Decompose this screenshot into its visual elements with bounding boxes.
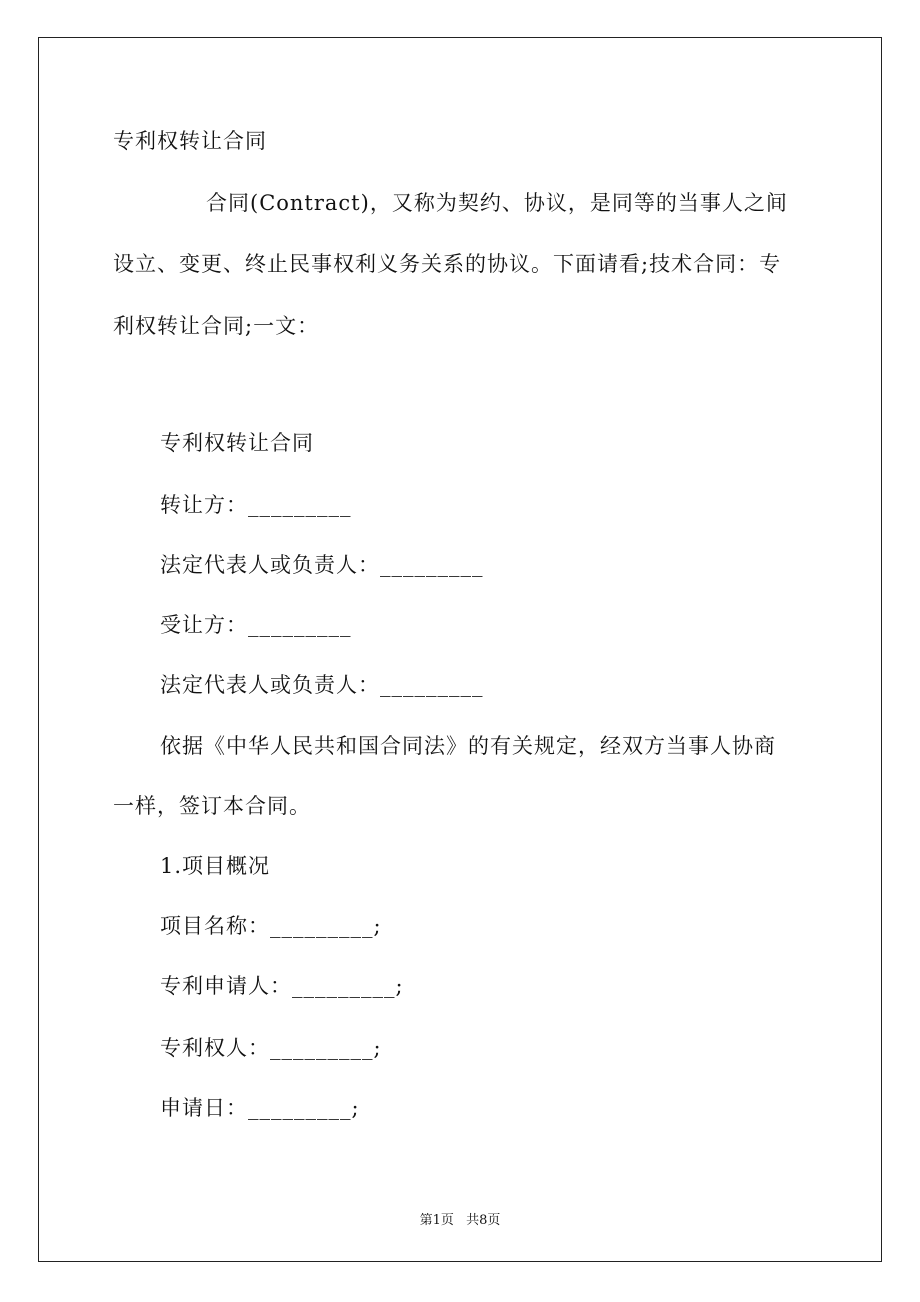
field-transferee: 受让方：_________ <box>160 613 352 637</box>
item-application-date: 申请日：_________; <box>160 1096 360 1120</box>
basis-line-1: 依据《中华人民共和国合同法》的有关规定，经双方当事人协商 <box>160 734 776 758</box>
page-total: 共8页 <box>466 1213 501 1228</box>
item-patent-holder: 专利权人：_________; <box>160 1036 382 1060</box>
field-transferor: 转让方：_________ <box>160 493 352 517</box>
contract-heading: 专利权转让合同 <box>160 431 314 455</box>
field-transferee-representative: 法定代表人或负责人：_________ <box>160 673 484 697</box>
item-project-name: 项目名称：_________; <box>160 914 382 938</box>
field-transferor-representative: 法定代表人或负责人：_________ <box>160 553 484 577</box>
intro-line-3: 利权转让合同;一文： <box>113 314 320 338</box>
page-frame <box>38 37 882 1262</box>
page-footer <box>0 1209 920 1228</box>
intro-line-2: 设立、变更、终止民事权利义务关系的协议。下面请看;技术合同：专 <box>113 252 782 276</box>
item-patent-applicant: 专利申请人：_________; <box>160 974 404 998</box>
page-number: 第1页 <box>419 1213 454 1228</box>
document-title: 专利权转让合同 <box>113 129 267 153</box>
intro-line-1: 合同(Contract)，又称为契约、协议，是同等的当事人之间 <box>206 191 788 215</box>
section-1-title: 1.项目概况 <box>160 854 271 878</box>
basis-line-2: 一样，签订本合同。 <box>113 794 311 818</box>
